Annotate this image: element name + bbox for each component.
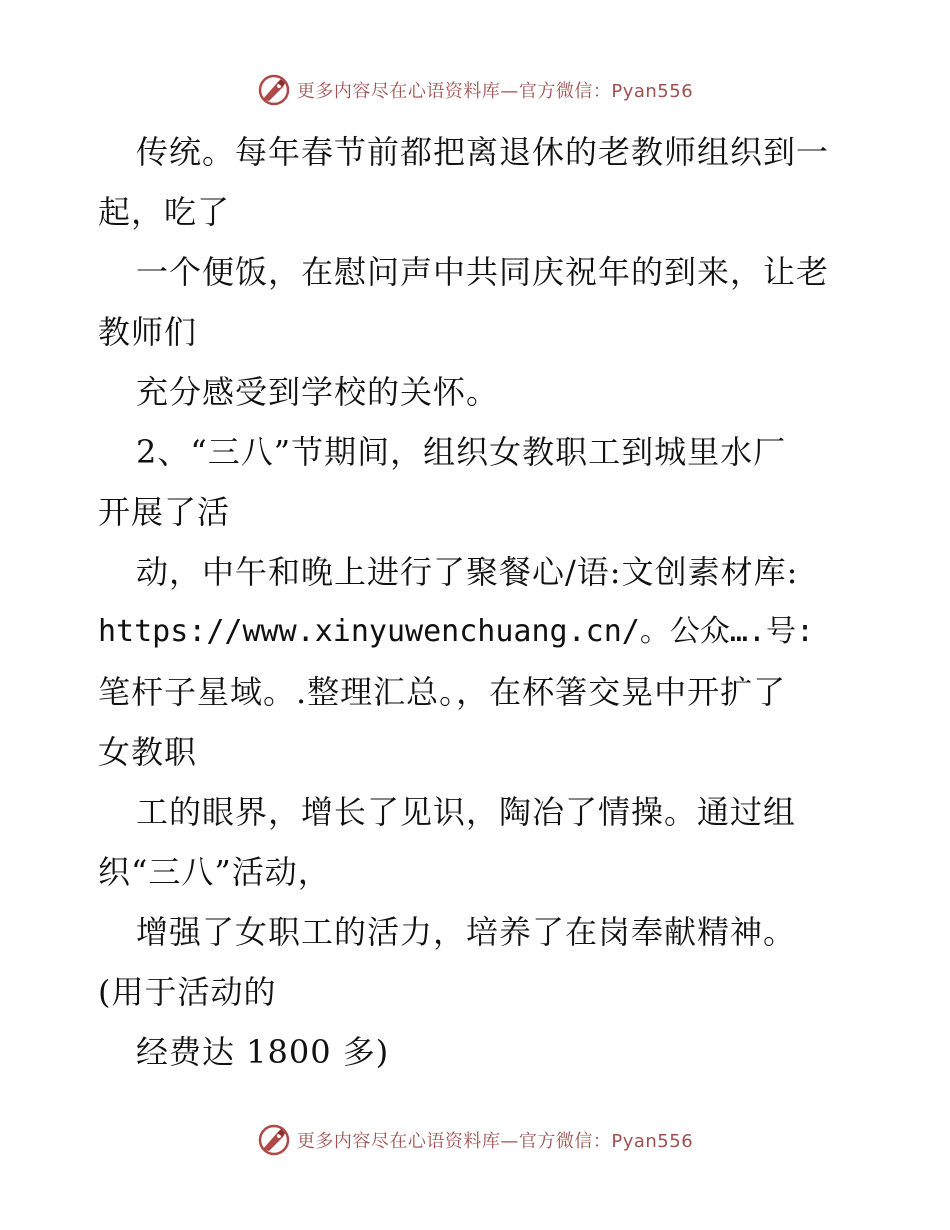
text-line: 开展了活 (98, 493, 231, 531)
text-line: 工的眼界，增长了见识，陶冶了情操。通过组 (136, 793, 797, 831)
text-line: 女教职 (98, 733, 198, 771)
text-line: 增强了女职工的活力，培养了在岗奉献精神。 (136, 913, 797, 951)
text-line: 传统。每年春节前都把离退休的老教师组织到一 (136, 133, 830, 171)
header-banner (0, 70, 950, 110)
text-line: (用于活动的 (98, 973, 277, 1011)
text-line: 一个便饭，在慰问声中共同庆祝年的到来，让老 (136, 253, 830, 291)
header-banner-text: 更多内容尽在心语资料库—官方微信：Pyan556 (296, 81, 694, 102)
footer-banner (0, 1120, 950, 1160)
text-line-url: https://www.xinyuwenchuang.cn/。公众….号: (98, 614, 815, 649)
pen-nib-logo-icon (257, 73, 291, 107)
footer-banner-content (257, 1123, 693, 1157)
text-line: 笔杆子星域。.整理汇总。，在杯箸交晃中开扩了 (98, 673, 787, 711)
text-line: 经费达 1800 多) (136, 1033, 390, 1071)
text-line: 动，中午和晚上进行了聚餐心/语:文创素材库: (136, 553, 799, 591)
text-line: 充分感受到学校的关怀。 (136, 373, 500, 411)
text-line: 2、“三八”节期间，组织女教职工到城里水厂 (136, 433, 787, 471)
text-line: 起，吃了 (98, 193, 231, 231)
text-line: 织“三八”活动， (98, 853, 331, 891)
document-body (98, 122, 858, 1082)
header-banner-content (257, 73, 693, 107)
text-line: 教师们 (98, 313, 198, 351)
pen-nib-logo-icon (257, 1123, 291, 1157)
footer-banner-text: 更多内容尽在心语资料库—官方微信：Pyan556 (296, 1131, 694, 1152)
